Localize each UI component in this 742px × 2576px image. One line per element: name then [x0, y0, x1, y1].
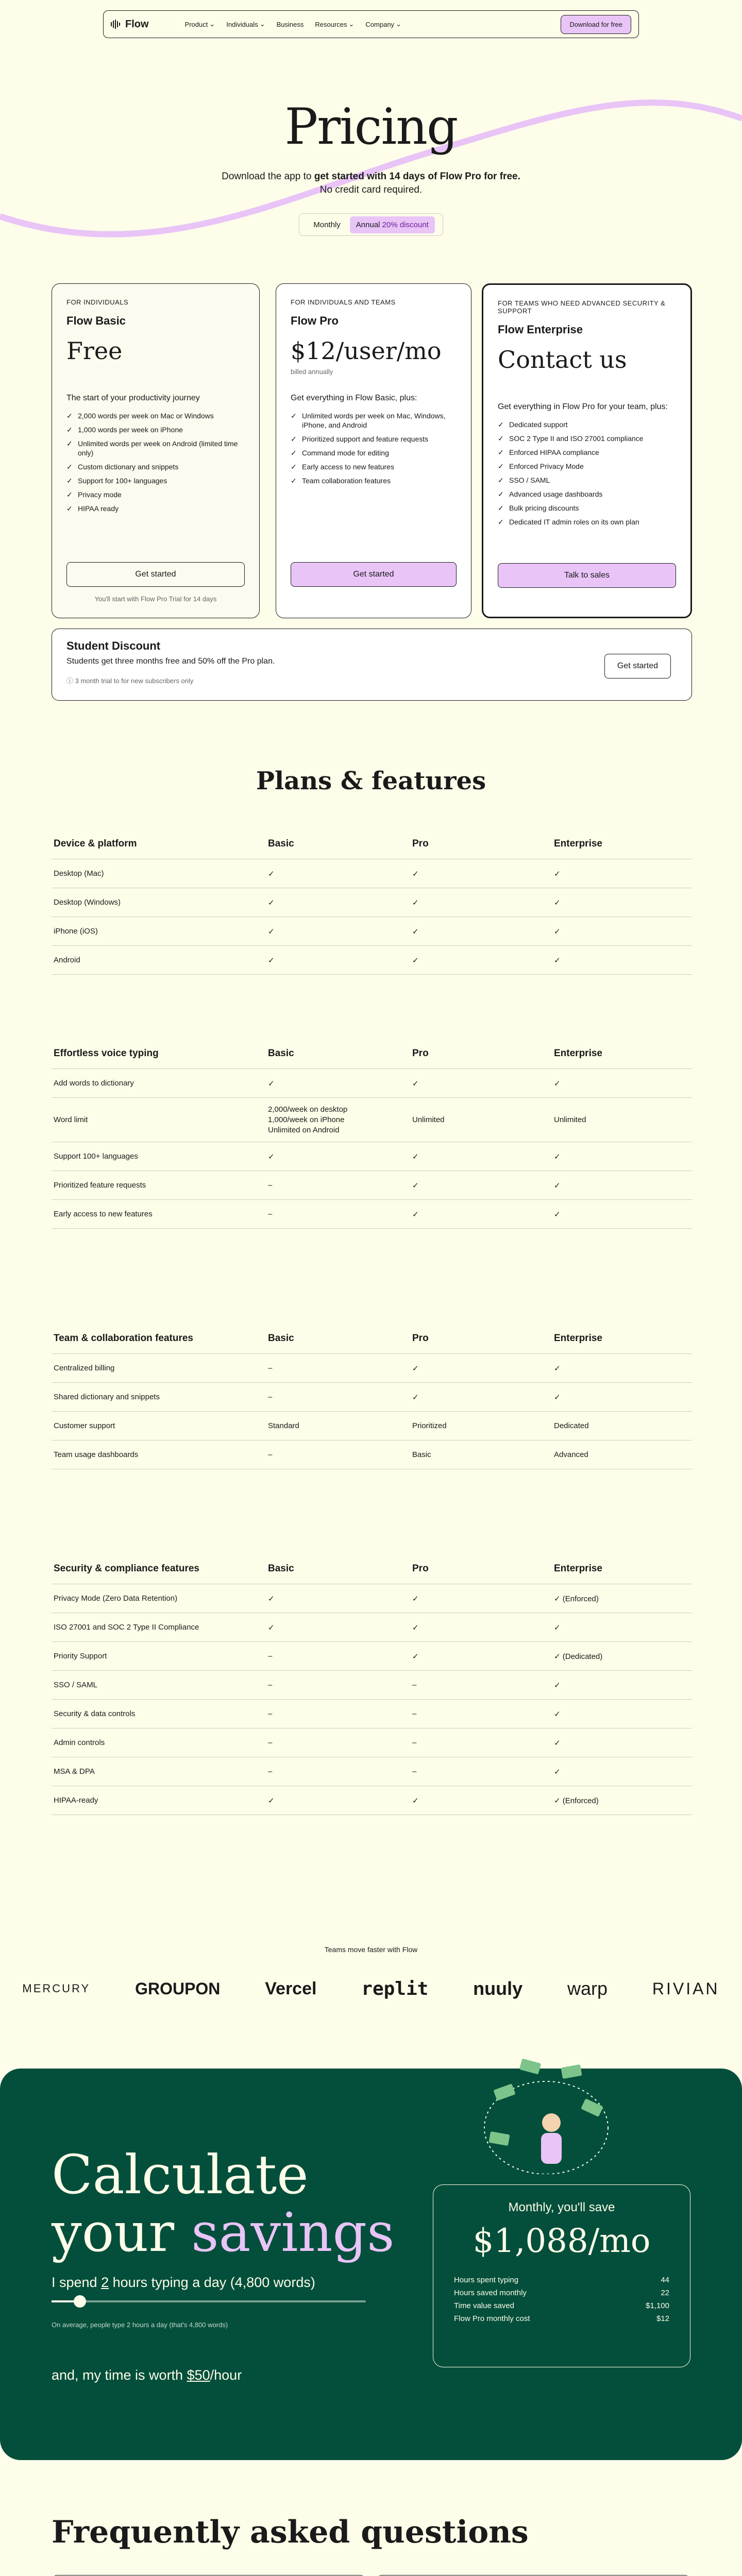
result-breakdown	[454, 2274, 669, 2325]
plan-feature: ✓ Dedicated support	[498, 420, 568, 429]
feature-row: Security & data controls – – ✓	[52, 1700, 692, 1728]
feature-row: Priority Support – ✓ ✓ (Dedicated)	[52, 1642, 692, 1671]
feature-row: Privacy Mode (Zero Data Retention) ✓ ✓ ✓ (Enforced)	[52, 1584, 692, 1613]
feature-table	[52, 1323, 692, 1469]
plan-feature: ✓ Custom dictionary and snippets	[66, 463, 179, 471]
typing-hours-text: I spend 2 hours typing a day (4,800 words)	[52, 2275, 315, 2290]
plan-feature: ✓ SSO / SAML	[498, 476, 550, 484]
feature-list	[291, 411, 457, 485]
slider-handle[interactable]	[74, 2295, 86, 2308]
logo-groupon: GROUPON	[135, 1979, 221, 1998]
plan-feature: ✓ Advanced usage dashboards	[498, 490, 603, 498]
feature-list	[498, 420, 676, 527]
plan-desc: The start of your productivity journey	[66, 394, 200, 402]
feature-table-header: Effortless voice typing Basic Pro Enterprise	[52, 1038, 692, 1069]
plan-feature: ✓ Unlimited words per week on Mac, Windows, iPhone, and Android	[291, 412, 446, 429]
student-title: Student Discount	[66, 639, 161, 652]
check-icon: ✓	[498, 420, 504, 429]
logo-rivian: RIVIAN	[652, 1979, 720, 1998]
result-title: Monthly, you'll save	[508, 2200, 615, 2214]
feature-row: Add words to dictionary ✓ ✓ ✓	[52, 1069, 692, 1098]
plan-note	[498, 377, 676, 397]
check-icon: ✓	[66, 412, 73, 420]
plan-card-pro	[276, 283, 471, 618]
savings-calculator	[0, 2069, 742, 2460]
feature-row: Early access to new features – ✓ ✓	[52, 1200, 692, 1229]
nav-product[interactable]: Product ⌄	[184, 20, 215, 28]
feature-table-header: Team & collaboration features Basic Pro Enterprise	[52, 1323, 692, 1354]
student-footnote: ⓘ 3 month trial to for new subscribers only	[66, 677, 194, 685]
feature-row: Shared dictionary and snippets – ✓ ✓	[52, 1383, 692, 1412]
info-icon: ⓘ	[66, 677, 74, 685]
plan-feature: ✓ Support for 100+ languages	[66, 477, 167, 485]
customer-logos	[0, 1973, 742, 2004]
chevron-down-icon: ⌄	[396, 20, 401, 28]
plan-desc: Get everything in Flow Pro for your team, plus:	[498, 402, 668, 411]
plan-feature: ✓ Enforced Privacy Mode	[498, 462, 584, 470]
check-icon: ✓	[498, 476, 504, 484]
check-icon: ✓	[291, 463, 297, 471]
chevron-down-icon: ⌄	[259, 20, 265, 28]
plan-feature: ✓ SOC 2 Type II and ISO 27001 compliance	[498, 434, 644, 443]
feature-row: Customer support Standard Prioritized Dedicated	[52, 1412, 692, 1440]
check-icon: ✓	[498, 490, 504, 498]
feature-row: iPhone (iOS) ✓ ✓ ✓	[52, 917, 692, 946]
logo-mercury: MERCURY	[22, 1982, 91, 1995]
feature-row: Prioritized feature requests – ✓ ✓	[52, 1171, 692, 1200]
feature-row: Desktop (Mac) ✓ ✓ ✓	[52, 859, 692, 888]
logo-replit: replit	[361, 1978, 429, 1999]
plan-price: Contact us	[498, 346, 627, 374]
check-icon: ✓	[66, 426, 73, 434]
top-nav	[103, 10, 639, 38]
student-get-started-button[interactable]: Get started	[604, 654, 671, 679]
feature-row: Word limit 2,000/week on desktop 1,000/week on iPhone Unlimited on Android Unlimited Unlimited	[52, 1098, 692, 1142]
nav-company[interactable]: Company ⌄	[365, 20, 401, 28]
plan-feature: ✓ Command mode for editing	[291, 449, 389, 457]
check-icon: ✓	[498, 434, 504, 443]
plan-tag: FOR INDIVIDUALS AND TEAMS	[291, 298, 396, 306]
features-title: Plans & features	[256, 767, 486, 795]
logo-nuuly: nuuly	[473, 1978, 523, 1999]
check-icon: ✓	[66, 439, 73, 448]
plan-name: Flow Basic	[66, 314, 126, 327]
flow-logo-icon	[111, 20, 122, 29]
check-icon: ✓	[291, 412, 297, 420]
plan-price: Free	[66, 337, 123, 365]
result-row: Time value saved $1,100	[454, 2301, 669, 2310]
faq-title: Frequently asked questions	[52, 2514, 529, 2550]
logo-text: Flow	[125, 18, 149, 30]
feature-row: HIPAA-ready ✓ ✓ ✓ (Enforced)	[52, 1786, 692, 1815]
time-worth-text: and, my time is worth $50/hour	[52, 2367, 242, 2383]
check-icon: ✓	[291, 449, 297, 457]
plan-desc: Get everything in Flow Basic, plus:	[291, 394, 417, 402]
logo-warp: warp	[567, 1978, 608, 1999]
hours-value[interactable]: 2	[101, 2275, 109, 2290]
savings-result-card	[433, 2184, 690, 2367]
flow-logo[interactable]	[111, 19, 149, 30]
feature-row: Admin controls – – ✓	[52, 1728, 692, 1757]
plan-feature: ✓ Early access to new features	[291, 463, 394, 471]
check-icon: ✓	[66, 477, 73, 485]
plan-tag: FOR TEAMS WHO NEED ADVANCED SECURITY & SUPPORT	[498, 299, 666, 315]
plan-feature: ✓ Team collaboration features	[291, 477, 391, 485]
check-icon: ✓	[498, 518, 504, 526]
plan-feature: ✓ Bulk pricing discounts	[498, 504, 579, 512]
plan-card-enterprise	[482, 283, 692, 618]
plan-name: Flow Enterprise	[498, 323, 583, 336]
check-icon: ✓	[291, 435, 297, 443]
hero-subtitle: Download the app to get started with 14 days of Flow Pro for free. No credit card required.	[222, 171, 520, 195]
result-row: Hours saved monthly 22	[454, 2289, 669, 2297]
download-button[interactable]: Download for free	[561, 15, 631, 34]
get-started-basic-button[interactable]: Get started	[66, 562, 245, 587]
check-icon: ✓	[66, 504, 73, 513]
check-icon: ✓	[66, 463, 73, 471]
plan-feature: ✓ Dedicated IT admin roles on its own plan	[498, 518, 639, 526]
money-juggler-illustration	[474, 2045, 618, 2174]
plan-name: Flow Pro	[291, 314, 339, 327]
feature-row: SSO / SAML – – ✓	[52, 1671, 692, 1700]
toggle-monthly[interactable]: Monthly	[313, 220, 341, 229]
result-row: Flow Pro monthly cost $12	[454, 2314, 669, 2323]
nav-links	[185, 20, 401, 28]
student-text: Students get three months free and 50% off the Pro plan.	[66, 657, 275, 666]
feature-row: MSA & DPA – – ✓	[52, 1757, 692, 1786]
plan-note: billed annually	[291, 368, 333, 376]
billing-toggle	[299, 213, 443, 236]
toggle-annual[interactable]: Annual 20% discount	[350, 216, 435, 233]
feature-row: Android ✓ ✓ ✓	[52, 946, 692, 975]
check-icon: ✓	[66, 490, 73, 499]
feature-row: Desktop (Windows) ✓ ✓ ✓	[52, 888, 692, 917]
feature-row: Support 100+ languages ✓ ✓ ✓	[52, 1142, 692, 1171]
feature-row: Team usage dashboards – Basic Advanced	[52, 1440, 692, 1469]
plan-price: $12/user/mo	[291, 337, 442, 365]
nav-individuals[interactable]: Individuals ⌄	[226, 20, 265, 28]
chevron-down-icon: ⌄	[348, 20, 355, 28]
result-value: $1,088/mo	[473, 2222, 651, 2260]
plan-footnote: You'll start with Flow Pro Trial for 14 days	[94, 595, 217, 603]
check-icon: ✓	[498, 448, 504, 456]
get-started-pro-button[interactable]: Get started	[291, 562, 457, 587]
nav-business[interactable]: Business	[276, 20, 304, 28]
plan-feature: ✓ HIPAA ready	[66, 504, 119, 513]
plan-feature: ✓ Privacy mode	[66, 490, 122, 499]
feature-row: Centralized billing – ✓ ✓	[52, 1354, 692, 1383]
feature-table	[52, 1038, 692, 1229]
plan-feature: ✓ Enforced HIPAA compliance	[498, 448, 599, 456]
plan-tag: FOR INDIVIDUALS	[66, 298, 129, 306]
hours-slider[interactable]	[52, 2300, 366, 2302]
logo-vercel: Vercel	[265, 1978, 317, 1998]
chevron-down-icon: ⌄	[209, 20, 215, 28]
plan-feature: ✓ 2,000 words per week on Mac or Windows	[66, 412, 214, 420]
check-icon: ✓	[498, 504, 504, 512]
plan-card-basic	[52, 283, 260, 618]
slider-hint: On average, people type 2 hours a day (that's 4,800 words)	[52, 2321, 228, 2329]
feature-list	[66, 411, 245, 513]
plan-feature: ✓ Unlimited words per week on Android (limited time only)	[66, 439, 238, 457]
check-icon: ✓	[498, 462, 504, 470]
plan-note	[66, 368, 245, 388]
check-icon: ✓	[291, 477, 297, 485]
feature-row: ISO 27001 and SOC 2 Type II Compliance ✓ ✓ ✓	[52, 1613, 692, 1642]
feature-table-header: Device & platform Basic Pro Enterprise	[52, 828, 692, 859]
calc-title: Calculate your savings	[52, 2143, 395, 2264]
feature-table	[52, 828, 692, 975]
plan-feature: ✓ Prioritized support and feature requests	[291, 435, 429, 443]
teams-caption: Teams move faster with Flow	[324, 1945, 418, 1954]
page-title: Pricing	[284, 98, 458, 156]
result-row: Hours spent typing 44	[454, 2276, 669, 2284]
feature-table	[52, 1553, 692, 1815]
student-discount-card	[52, 629, 692, 701]
nav-resources[interactable]: Resources ⌄	[315, 20, 355, 28]
feature-table-header: Security & compliance features Basic Pro Enterprise	[52, 1553, 692, 1584]
talk-to-sales-button[interactable]: Talk to sales	[498, 563, 676, 588]
hourly-rate-value[interactable]: $50	[187, 2367, 210, 2383]
plan-feature: ✓ 1,000 words per week on iPhone	[66, 426, 183, 434]
